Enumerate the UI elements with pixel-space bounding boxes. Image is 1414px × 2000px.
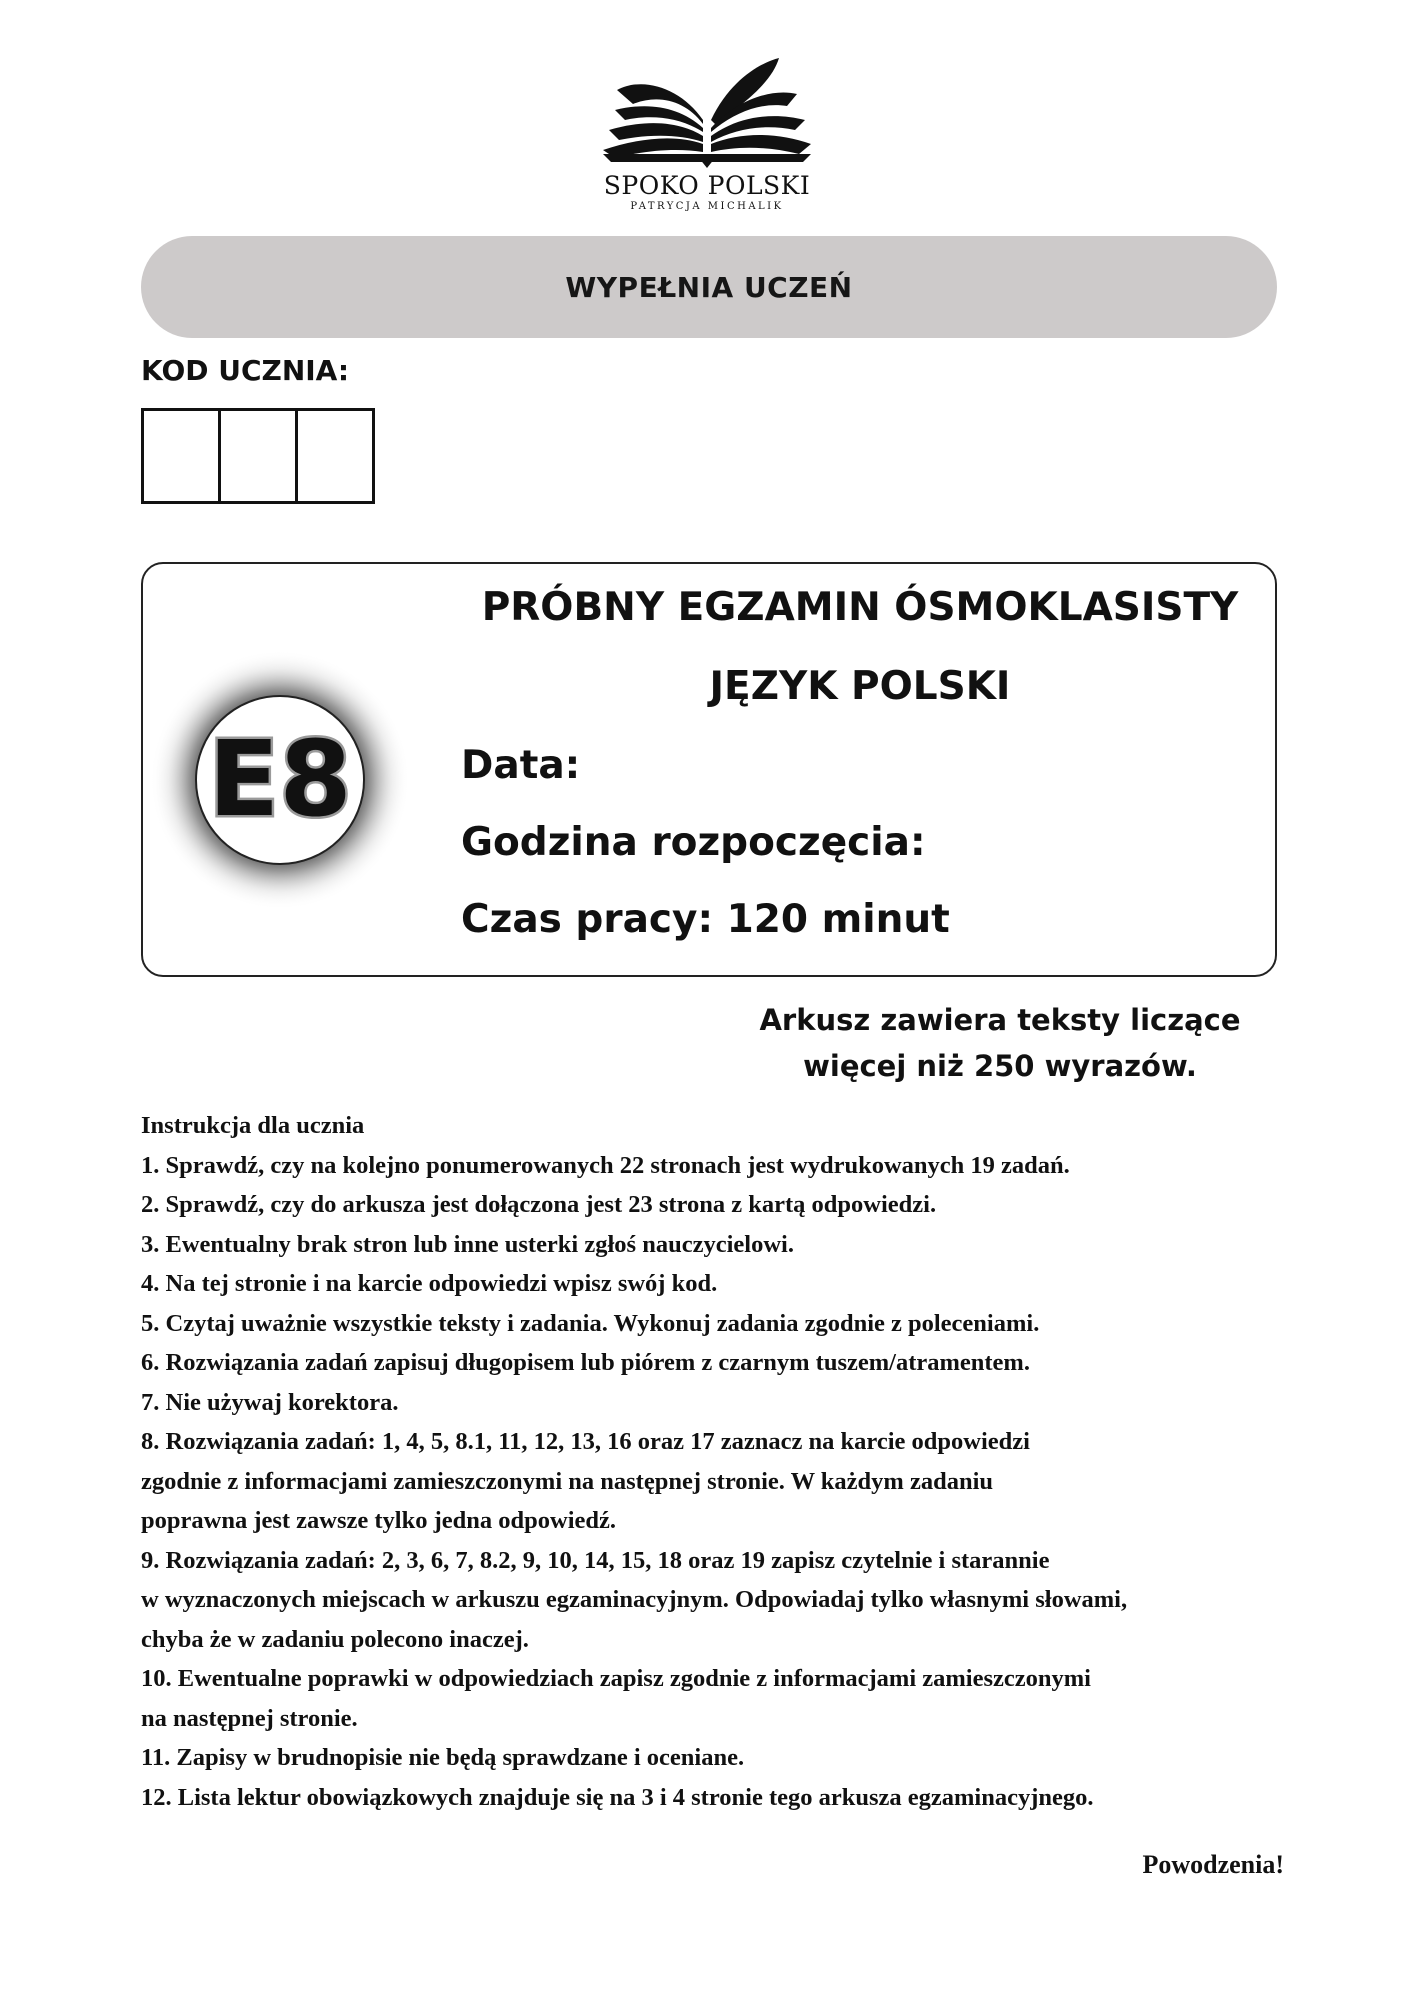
instruction-line: 7. Nie używaj korektora. <box>141 1388 399 1416</box>
exam-title: PRÓBNY EGZAMIN ÓSMOKLASISTY <box>481 585 1239 630</box>
instruction-line: 2. Sprawdź, czy do arkusza jest dołączona jest 23 strona z kartą odpowiedzi. <box>141 1191 937 1218</box>
duration-label: Czas pracy: 120 minut <box>461 897 950 942</box>
instruction-line: 1. Sprawdź, czy na kolejno ponumerowanych 22 stronach jest wydrukowanych 19 zadań. <box>141 1151 1070 1179</box>
open-book-icon <box>603 58 811 170</box>
closing-text: Powodzenia! <box>1142 1850 1284 1879</box>
instruction-line: 8. Rozwiązania zadań: 1, 4, 5, 8.1, 11, 12, 13, 16 oraz 17 zaznacz na karcie odpowiedzi <box>141 1428 1030 1455</box>
student-code-boxes <box>141 408 375 504</box>
word-count-note-line: więcej niż 250 wyrazów. <box>803 1049 1197 1083</box>
start-time-label: Godzina rozpoczęcia: <box>461 820 926 865</box>
instruction-line: poprawna jest zawsze tylko jedna odpowiedź. <box>141 1507 617 1534</box>
banner-label: WYPEŁNIA UCZEŃ <box>565 270 853 304</box>
brand-name: SPOKO POLSKI <box>603 171 811 200</box>
instruction-line: 3. Ewentualny brak stron lub inne usterki zgłoś nauczycielowi. <box>141 1230 794 1258</box>
instruction-line: w wyznaczonych miejscach w arkuszu egzaminacyjnym. Odpowiadaj tylko własnymi słowami, <box>141 1586 1128 1613</box>
instruction-line: 9. Rozwiązania zadań: 2, 3, 6, 7, 8.2, 9, 10, 14, 15, 18 oraz 19 zapisz czytelnie i starannie <box>141 1546 1050 1574</box>
instruction-line: 10. Ewentualne poprawki w odpowiedziach zapisz zgodnie z informacjami zamieszczonymi <box>141 1665 1091 1692</box>
word-count-note <box>720 997 1280 1089</box>
instruction-line: na następnej stronie. <box>141 1704 358 1732</box>
instruction-line: 12. Lista lektur obowiązkowych znajduje się na 3 i 4 stronie tego arkusza egzaminacyjnego. <box>141 1783 1094 1811</box>
instruction-line: 4. Na tej stronie i na karcie odpowiedzi wpisz swój kod. <box>141 1270 718 1297</box>
e8-badge-text: E8 <box>208 718 352 840</box>
instructions-heading: Instrukcja dla ucznia <box>141 1112 365 1139</box>
word-count-note-line: Arkusz zawiera teksty liczące <box>759 1003 1241 1037</box>
brand-subtitle: PATRYCJA MICHALIK <box>630 201 784 212</box>
student-instructions <box>141 1106 1301 1817</box>
student-code-label: KOD UCZNIA: <box>141 354 350 387</box>
instruction-line: 5. Czytaj uważnie wszystkie teksty i zadania. Wykonuj zadania zgodnie z poleceniami. <box>141 1309 1040 1337</box>
e8-badge-icon <box>150 650 410 910</box>
publisher-logo <box>603 58 811 212</box>
date-label: Data: <box>461 743 581 788</box>
student-section-banner <box>141 236 1277 338</box>
instruction-line: 6. Rozwiązania zadań zapisuj długopisem lub piórem z czarnym tuszem/atramentem. <box>141 1349 1030 1376</box>
student-code-box[interactable] <box>298 411 372 501</box>
instruction-line: 11. Zapisy w brudnopisie nie będą sprawdzane i oceniane. <box>141 1744 745 1771</box>
exam-subject: JĘZYK POLSKI <box>709 664 1011 709</box>
student-code-box[interactable] <box>221 411 298 501</box>
instruction-line: zgodnie z informacjami zamieszczonymi na następnej stronie. W każdym zadaniu <box>141 1467 994 1495</box>
instruction-line: chyba że w zadaniu polecono inaczej. <box>141 1625 529 1653</box>
student-code-box[interactable] <box>144 411 221 501</box>
